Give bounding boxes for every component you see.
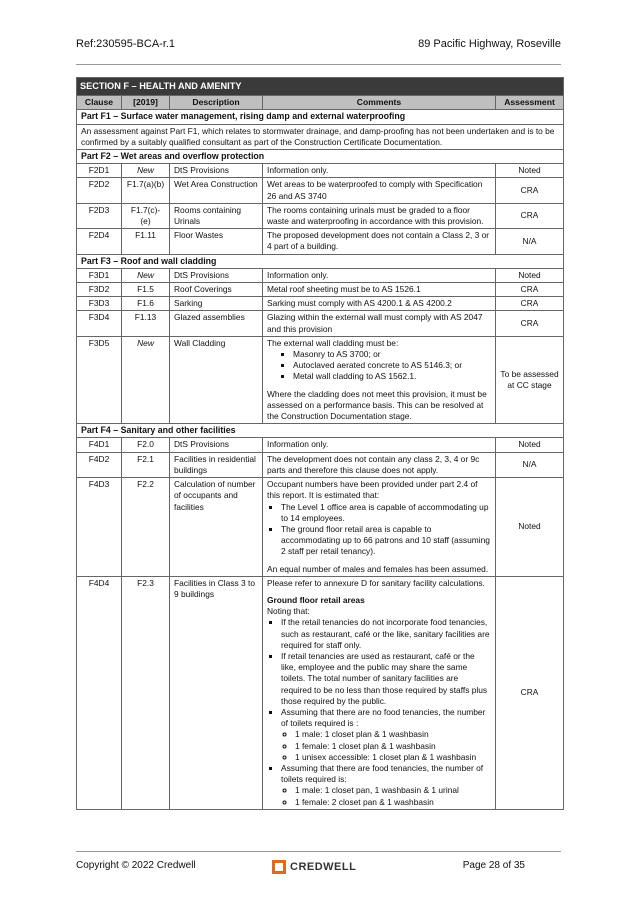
sub-list [281, 785, 491, 807]
clause: F2D1 [77, 164, 122, 178]
clause-2019: New [122, 336, 170, 423]
description: Facilities in residential buildings [170, 452, 263, 477]
clause-2019: F2.2 [122, 478, 170, 577]
clause: F3D1 [77, 268, 122, 282]
part-f4-title: Part F4 – Sanitary and other facilities [77, 424, 564, 438]
part-f1-note: An assessment against Part F1, which relates to stormwater drainage, and damp-proofing has not been undertaken and is to be confirmed by a suitably qualified consultant as part of the Construction Certificate Documentation. [77, 124, 564, 149]
table-row [77, 178, 564, 203]
table-row [77, 283, 564, 297]
list-item: ▪ The ground floor retail area is capable to accommodating up to 66 patrons and 10 staff (assuming 2 staff per retail tenancy). [281, 524, 491, 558]
list-item: ▪ Metal wall cladding to AS 1562.1. [293, 371, 491, 382]
comment: Wet areas to be waterproofed to comply with Specification 26 and AS 3740 [263, 178, 496, 203]
comment: Sarking must comply with AS 4200.1 & AS 4200.2 [263, 297, 496, 311]
assessment: CRA [496, 203, 564, 228]
table-row [77, 452, 564, 477]
credwell-logo [272, 858, 356, 876]
comment: Glazing within the external wall must comply with AS 2047 and this provision [263, 311, 496, 336]
table-row [77, 297, 564, 311]
clause: F2D2 [77, 178, 122, 203]
description: Rooms containing Urinals [170, 203, 263, 228]
table-row [77, 229, 564, 254]
col-assessment: Assessment [496, 96, 564, 110]
part-f1-title: Part F1 – Surface water management, rising damp and external waterproofing [77, 110, 564, 124]
clause: F2D3 [77, 203, 122, 228]
site-address: 89 Pacific Highway, Roseville [418, 38, 561, 50]
table-row [77, 203, 564, 228]
col-2019: [2019] [122, 96, 170, 110]
clause-2019: New [122, 268, 170, 282]
assessment: CRA [496, 178, 564, 203]
description: Facilities in Class 3 to 9 buildings [170, 576, 263, 809]
comment-intro: Occupant numbers have been provided under part 2.4 of this report. It is estimated that: [267, 479, 478, 501]
table-row [77, 438, 564, 452]
col-clause: Clause [77, 96, 122, 110]
description: Calculation of number of occupants and facilities [170, 478, 263, 577]
clause: F3D4 [77, 311, 122, 336]
header-divider [76, 64, 561, 65]
comment: Information only. [263, 438, 496, 452]
sub-list-item: ◦ 1 female: 2 closet pan & 1 washbasin [295, 797, 491, 808]
comment-end: Where the cladding does not meet this provision, it must be assessed on a performance basis. This can be resolved at the Construction Documentation stage. [267, 388, 487, 422]
section-title: SECTION F – HEALTH AND AMENITY [77, 78, 564, 96]
clause: F4D3 [77, 478, 122, 577]
list-item: ▪ If retail tenancies are used as restaurant, café or the like, employee and the public may share the same toilets. The total number of sanitary facilities are required to be no less than those required by staffs plus those required by the public. [281, 651, 491, 707]
bullet-list [267, 502, 491, 558]
part-f2-title: Part F2 – Wet areas and overflow protection [77, 150, 564, 164]
description: DtS Provisions [170, 268, 263, 282]
col-description: Description [170, 96, 263, 110]
col-comments: Comments [263, 96, 496, 110]
clause-2019: F1.6 [122, 297, 170, 311]
logo-mark-icon [272, 860, 286, 874]
list-item: ▪ If the retail tenancies do not incorporate food tenancies, such as restaurant, café or the like, sanitary facilities are required for staff only. [281, 617, 491, 651]
clause-2019: F2.3 [122, 576, 170, 809]
comment-end: An equal number of males and females has been assumed. [267, 563, 489, 574]
comment [263, 478, 496, 577]
comment: The development does not contain any class 2, 3, 4 or 9c parts and therefore this clause does not apply. [263, 452, 496, 477]
list-item-text: Assuming that there are food tenancies, the number of toilets required is: [281, 762, 484, 785]
comment: The proposed development does not contain a Class 2, 3 or 4 part of a building. [263, 229, 496, 254]
table-row [77, 164, 564, 178]
comment-intro: The external wall cladding must be: [267, 337, 399, 348]
clause-2019: F1.7(c)-(e) [122, 203, 170, 228]
assessment: N/A [496, 452, 564, 477]
table-row [77, 336, 564, 423]
description: Wall Cladding [170, 336, 263, 423]
clause-2019: F1.13 [122, 311, 170, 336]
bullet-list [267, 617, 491, 807]
description: Glazed assemblies [170, 311, 263, 336]
clause-2019: F2.1 [122, 452, 170, 477]
part-f3-title: Part F3 – Roof and wall cladding [77, 254, 564, 268]
sub-list [281, 729, 491, 763]
clause: F4D4 [77, 576, 122, 809]
assessment: CRA [496, 283, 564, 297]
clause-2019: F2.0 [122, 438, 170, 452]
clause-2019: New [122, 164, 170, 178]
comment [263, 576, 496, 809]
clause: F2D4 [77, 229, 122, 254]
comment: Metal roof sheeting must be to AS 1526.1 [263, 283, 496, 297]
footer-divider [76, 851, 561, 852]
assessment: CRA [496, 576, 564, 809]
list-item [281, 763, 491, 808]
table-row [77, 268, 564, 282]
page-number: Page 28 of 35 [462, 860, 525, 871]
list-item [281, 707, 491, 763]
sub-list-item: ◦ 1 unisex accessible: 1 closet plan & 1 washbasin [295, 752, 491, 763]
assessment: Noted [496, 268, 564, 282]
bullet-list [267, 349, 491, 383]
assessment: CRA [496, 297, 564, 311]
clause: F3D2 [77, 283, 122, 297]
description: DtS Provisions [170, 164, 263, 178]
assessment-table [76, 77, 564, 810]
assessment: To be assessed at CC stage [496, 336, 564, 423]
comment: The rooms containing urinals must be graded to a floor waste and waterproofing in accordance with this provision. [263, 203, 496, 228]
comment: Information only. [263, 268, 496, 282]
clause-2019: F1.5 [122, 283, 170, 297]
copyright: Copyright © 2022 Credwell [76, 860, 196, 871]
description: Sarking [170, 297, 263, 311]
document-reference: Ref:230595-BCA-r.1 [76, 38, 176, 50]
assessment: Noted [496, 438, 564, 452]
table-row [77, 478, 564, 577]
description: Wet Area Construction [170, 178, 263, 203]
list-item: ▪ Autoclaved aerated concrete to AS 5146.3; or [293, 360, 491, 371]
sub-list-item: ◦ 1 male: 1 closet pan, 1 washbasin & 1 urinal [295, 785, 491, 796]
assessment: N/A [496, 229, 564, 254]
clause-2019: F1.11 [122, 229, 170, 254]
sub-list-item: ◦ 1 female: 1 closet plan & 1 washbasin [295, 741, 491, 752]
clause: F3D5 [77, 336, 122, 423]
page-footer [76, 858, 561, 878]
assessment: Noted [496, 164, 564, 178]
list-item: ▪ The Level 1 office area is capable of accommodating up to 14 employees. [281, 502, 491, 524]
comment: Information only. [263, 164, 496, 178]
page-header [76, 38, 561, 54]
comment-intro: Please refer to annexure D for sanitary facility calculations. [267, 577, 485, 588]
clause: F4D2 [77, 452, 122, 477]
description: Roof Coverings [170, 283, 263, 297]
list-item: ▪ Masonry to AS 3700; or [293, 349, 491, 360]
logo-text: CREDWELL [290, 861, 357, 873]
noting-text: Noting that: [267, 606, 310, 617]
clause: F3D3 [77, 297, 122, 311]
clause-2019: F1.7(a)(b) [122, 178, 170, 203]
table-row [77, 311, 564, 336]
table-row [77, 576, 564, 809]
description: Floor Wastes [170, 229, 263, 254]
subheading: Ground floor retail areas [267, 594, 365, 605]
assessment: Noted [496, 478, 564, 577]
clause: F4D1 [77, 438, 122, 452]
comment [263, 336, 496, 423]
description: DtS Provisions [170, 438, 263, 452]
sub-list-item: ◦ 1 male: 1 closet plan & 1 washbasin [295, 729, 491, 740]
list-item-text: Assuming that there are no food tenancies, the number of toilets required is : [281, 706, 486, 729]
assessment: CRA [496, 311, 564, 336]
